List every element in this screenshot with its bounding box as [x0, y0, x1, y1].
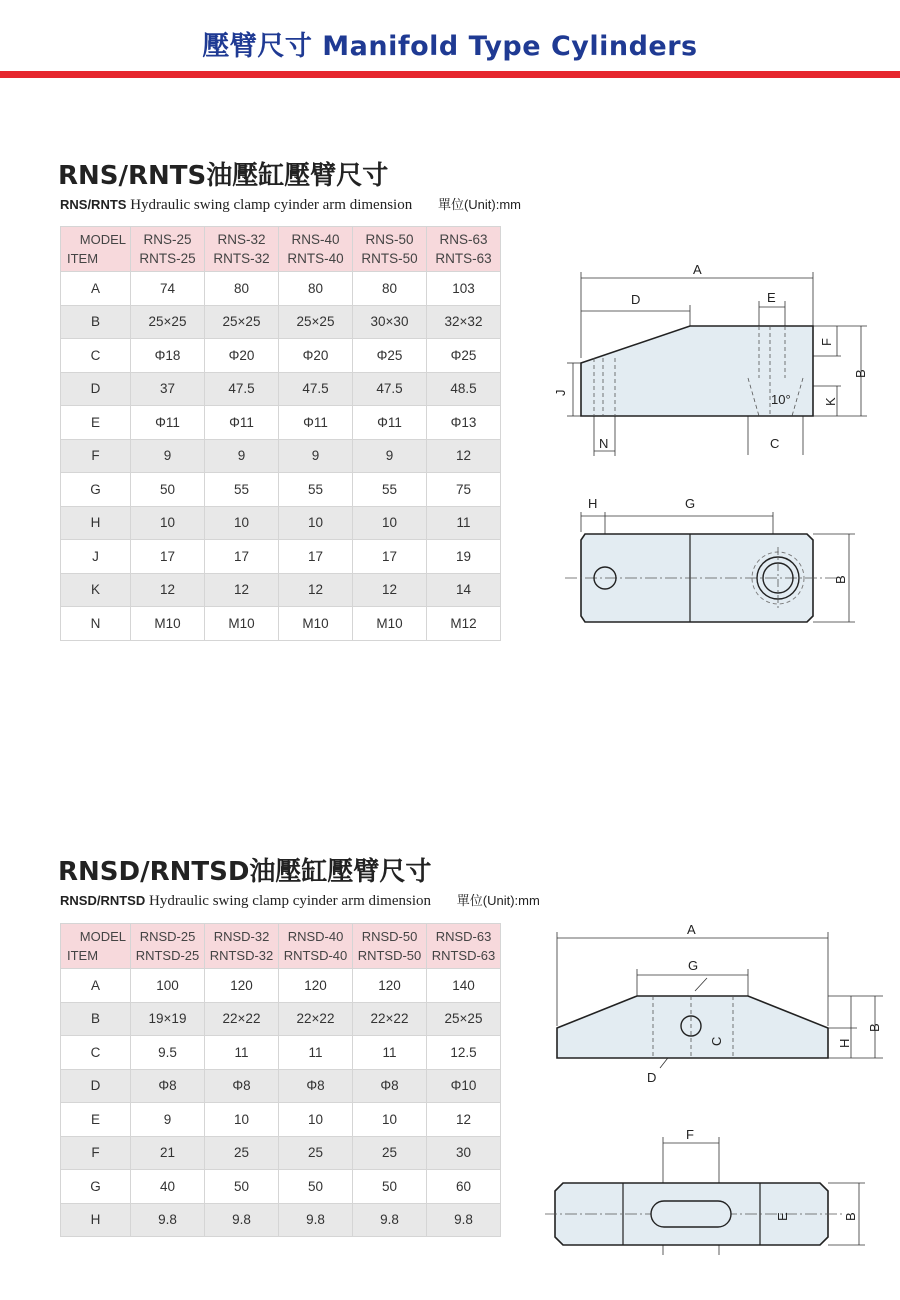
value-cell: 19×19 [131, 1002, 205, 1036]
value-cell: M12 [427, 607, 501, 641]
value-cell: 10 [353, 1103, 427, 1137]
value-cell: 40 [131, 1170, 205, 1204]
value-cell: 100 [131, 969, 205, 1003]
section2-spec-table [60, 923, 501, 1237]
model-header [427, 924, 501, 969]
value-cell: 11 [353, 1036, 427, 1070]
item-cell: E [61, 406, 131, 440]
model-name: RNS-40 [291, 232, 340, 247]
value-cell: 25×25 [131, 305, 205, 339]
table-row [61, 406, 501, 440]
value-cell: 22×22 [279, 1002, 353, 1036]
section2-sub-text: Hydraulic swing clamp cyinder arm dimension [148, 893, 431, 909]
dim-label-b: B [853, 369, 868, 378]
section2-heading: RNSD/RNTSD油壓缸壓臂尺寸 [58, 857, 432, 887]
model-header [131, 924, 205, 969]
value-cell: Φ8 [205, 1069, 279, 1103]
value-cell: 9 [205, 439, 279, 473]
value-cell: Φ20 [205, 339, 279, 373]
corner-cell [61, 924, 131, 969]
value-cell: 9.8 [427, 1203, 501, 1237]
value-cell: 9 [131, 1103, 205, 1137]
value-cell: Φ10 [427, 1069, 501, 1103]
model-header [205, 924, 279, 969]
value-cell: 103 [427, 272, 501, 306]
value-cell: 48.5 [427, 372, 501, 406]
dim-label-b: B [867, 1023, 882, 1032]
section2-unit: 單位(Unit):mm [456, 893, 540, 908]
value-cell: 120 [279, 969, 353, 1003]
section1-subtitle [60, 194, 521, 214]
value-cell: Φ18 [131, 339, 205, 373]
section1-sub-text: Hydraulic swing clamp cyinder arm dimension [130, 197, 413, 213]
value-cell: 47.5 [353, 372, 427, 406]
model-name-alt: RNTSD-25 [135, 948, 200, 963]
table-row [61, 1136, 501, 1170]
value-cell: 80 [279, 272, 353, 306]
model-header [353, 227, 427, 272]
item-cell: A [61, 969, 131, 1003]
table-row [61, 506, 501, 540]
value-cell: 25 [279, 1136, 353, 1170]
model-header [279, 227, 353, 272]
value-cell: 55 [279, 473, 353, 507]
corner-item-label: ITEM [67, 251, 99, 266]
dim-label-f: F [686, 1127, 694, 1142]
item-cell: J [61, 540, 131, 574]
model-name-alt: RNTS-63 [435, 251, 492, 266]
model-name: RNS-63 [439, 232, 488, 247]
value-cell: 12 [131, 573, 205, 607]
model-name-alt: RNTSD-63 [431, 948, 496, 963]
dim-label-b2: B [843, 1212, 858, 1221]
model-name-alt: RNTS-40 [287, 251, 344, 266]
dim-label-c: C [709, 1036, 724, 1046]
dim-label-angle: 10° [771, 392, 791, 407]
value-cell: M10 [205, 607, 279, 641]
value-cell: 10 [205, 506, 279, 540]
value-cell: 9.5 [131, 1036, 205, 1070]
value-cell: 50 [353, 1170, 427, 1204]
value-cell: 10 [353, 506, 427, 540]
value-cell: Φ13 [427, 406, 501, 440]
model-name: RNSD-63 [435, 929, 492, 944]
item-cell: F [61, 439, 131, 473]
value-cell: 19 [427, 540, 501, 574]
value-cell: 12 [427, 439, 501, 473]
dim-label-n: N [599, 436, 609, 451]
model-name-alt: RNTS-50 [361, 251, 418, 266]
value-cell: 10 [279, 506, 353, 540]
model-name: RNSD-32 [213, 929, 270, 944]
table-row [61, 339, 501, 373]
value-cell: 25 [205, 1136, 279, 1170]
arm-body [557, 996, 828, 1058]
dim-label-g: G [688, 958, 699, 973]
item-cell: N [61, 607, 131, 641]
dim-label-c: C [770, 436, 780, 451]
item-cell: B [61, 305, 131, 339]
section2-subtitle [60, 890, 540, 910]
value-cell: M10 [131, 607, 205, 641]
table-row [61, 372, 501, 406]
item-cell: K [61, 573, 131, 607]
item-cell: B [61, 1002, 131, 1036]
section1-unit: 單位(Unit):mm [437, 197, 522, 212]
value-cell: 9 [131, 439, 205, 473]
value-cell: 55 [205, 473, 279, 507]
value-cell: 30×30 [353, 305, 427, 339]
item-cell: H [61, 1203, 131, 1237]
value-cell: 25×25 [279, 305, 353, 339]
dim-label-e: E [767, 290, 776, 305]
section1-sub-code: RNS/RNTS [60, 197, 127, 212]
dim-label-d: D [647, 1070, 657, 1085]
table-row [61, 1036, 501, 1070]
value-cell: 11 [205, 1036, 279, 1070]
value-cell: 9.8 [131, 1203, 205, 1237]
section1-spec-table [60, 226, 501, 641]
value-cell: Φ25 [353, 339, 427, 373]
model-name-alt: RNTSD-32 [209, 948, 274, 963]
corner-cell [61, 227, 131, 272]
section2-side-view-drawing [545, 918, 885, 1098]
table-row [61, 272, 501, 306]
value-cell: 37 [131, 372, 205, 406]
item-cell: C [61, 1036, 131, 1070]
item-cell: E [61, 1103, 131, 1137]
dim-label-a: A [687, 922, 696, 937]
model-name: RNS-50 [365, 232, 414, 247]
dim-label-b2: B [833, 575, 848, 584]
value-cell: 21 [131, 1136, 205, 1170]
value-cell: 30 [427, 1136, 501, 1170]
table-header-row [61, 924, 501, 969]
value-cell: Φ8 [131, 1069, 205, 1103]
value-cell: 80 [353, 272, 427, 306]
table-row [61, 1203, 501, 1237]
value-cell: Φ11 [205, 406, 279, 440]
value-cell: 75 [427, 473, 501, 507]
item-cell: H [61, 506, 131, 540]
table-row [61, 439, 501, 473]
value-cell: 11 [279, 1036, 353, 1070]
model-header [427, 227, 501, 272]
corner-model-label: MODEL [79, 929, 126, 944]
corner-item-label: ITEM [67, 948, 99, 963]
dim-label-g: G [685, 496, 696, 511]
model-name-alt: RNTSD-50 [357, 948, 422, 963]
value-cell: 80 [205, 272, 279, 306]
value-cell: 25 [353, 1136, 427, 1170]
value-cell: 22×22 [205, 1002, 279, 1036]
table-row [61, 473, 501, 507]
dim-label-h: H [588, 496, 598, 511]
dim-label-f: F [819, 338, 834, 346]
section1-top-view-drawing [545, 492, 875, 632]
value-cell: 22×22 [353, 1002, 427, 1036]
item-cell: A [61, 272, 131, 306]
item-cell: D [61, 1069, 131, 1103]
value-cell: 47.5 [205, 372, 279, 406]
table-row [61, 1170, 501, 1204]
dim-label-d: D [631, 292, 641, 307]
model-header [279, 924, 353, 969]
value-cell: 47.5 [279, 372, 353, 406]
value-cell: Φ8 [353, 1069, 427, 1103]
value-cell: 9.8 [205, 1203, 279, 1237]
value-cell: 12 [205, 573, 279, 607]
value-cell: 50 [279, 1170, 353, 1204]
value-cell: 9.8 [279, 1203, 353, 1237]
model-name-alt: RNTS-32 [213, 251, 270, 266]
model-name: RNSD-40 [287, 929, 344, 944]
value-cell: 74 [131, 272, 205, 306]
value-cell: 17 [353, 540, 427, 574]
value-cell: 12 [427, 1103, 501, 1137]
slot [651, 1201, 731, 1227]
value-cell: 14 [427, 573, 501, 607]
value-cell: 50 [205, 1170, 279, 1204]
value-cell: Φ25 [427, 339, 501, 373]
model-header [353, 924, 427, 969]
value-cell: M10 [279, 607, 353, 641]
model-header [131, 227, 205, 272]
table-row [61, 1069, 501, 1103]
section2-top-view-drawing [545, 1125, 885, 1260]
table-row [61, 540, 501, 574]
model-name: RNSD-25 [139, 929, 196, 944]
value-cell: Φ8 [279, 1069, 353, 1103]
value-cell: 17 [279, 540, 353, 574]
value-cell: 120 [353, 969, 427, 1003]
value-cell: 12 [353, 573, 427, 607]
title-rule [0, 71, 900, 78]
dim-label-k: K [823, 397, 838, 406]
item-cell: D [61, 372, 131, 406]
value-cell: 120 [205, 969, 279, 1003]
value-cell: Φ11 [353, 406, 427, 440]
section2-sub-code: RNSD/RNTSD [60, 893, 146, 908]
value-cell: 12 [279, 573, 353, 607]
table-row [61, 1103, 501, 1137]
value-cell: 17 [131, 540, 205, 574]
table-header-row [61, 227, 501, 272]
value-cell: Φ11 [279, 406, 353, 440]
value-cell: 10 [279, 1103, 353, 1137]
value-cell: 60 [427, 1170, 501, 1204]
value-cell: 9 [279, 439, 353, 473]
dim-label-a: A [693, 262, 702, 277]
dim-label-h: H [837, 1038, 852, 1048]
model-name-alt: RNTS-25 [139, 251, 196, 266]
item-cell: C [61, 339, 131, 373]
table-row [61, 969, 501, 1003]
item-cell: G [61, 1170, 131, 1204]
value-cell: 12.5 [427, 1036, 501, 1070]
value-cell: 11 [427, 506, 501, 540]
value-cell: 50 [131, 473, 205, 507]
value-cell: 10 [131, 506, 205, 540]
value-cell: 25×25 [205, 305, 279, 339]
value-cell: 10 [205, 1103, 279, 1137]
item-cell: G [61, 473, 131, 507]
corner-model-label: MODEL [79, 232, 126, 247]
model-name-alt: RNTSD-40 [283, 948, 348, 963]
value-cell: Φ11 [131, 406, 205, 440]
model-header [205, 227, 279, 272]
model-name: RNS-25 [143, 232, 192, 247]
table-row [61, 305, 501, 339]
item-cell: F [61, 1136, 131, 1170]
value-cell: 140 [427, 969, 501, 1003]
value-cell: 9 [353, 439, 427, 473]
model-name: RNS-32 [217, 232, 266, 247]
section1-heading: RNS/RNTS油壓缸壓臂尺寸 [58, 161, 389, 191]
value-cell: 32×32 [427, 305, 501, 339]
page-title: 壓臂尺寸 Manifold Type Cylinders [202, 31, 698, 62]
model-name: RNSD-50 [361, 929, 418, 944]
value-cell: 55 [353, 473, 427, 507]
section1-side-view-drawing [545, 258, 875, 468]
dim-label-e: E [775, 1212, 790, 1221]
value-cell: 25×25 [427, 1002, 501, 1036]
table-row [61, 573, 501, 607]
value-cell: Φ20 [279, 339, 353, 373]
table-row [61, 1002, 501, 1036]
value-cell: M10 [353, 607, 427, 641]
value-cell: 17 [205, 540, 279, 574]
value-cell: 9.8 [353, 1203, 427, 1237]
table-row [61, 607, 501, 641]
dim-label-j: J [553, 389, 568, 396]
